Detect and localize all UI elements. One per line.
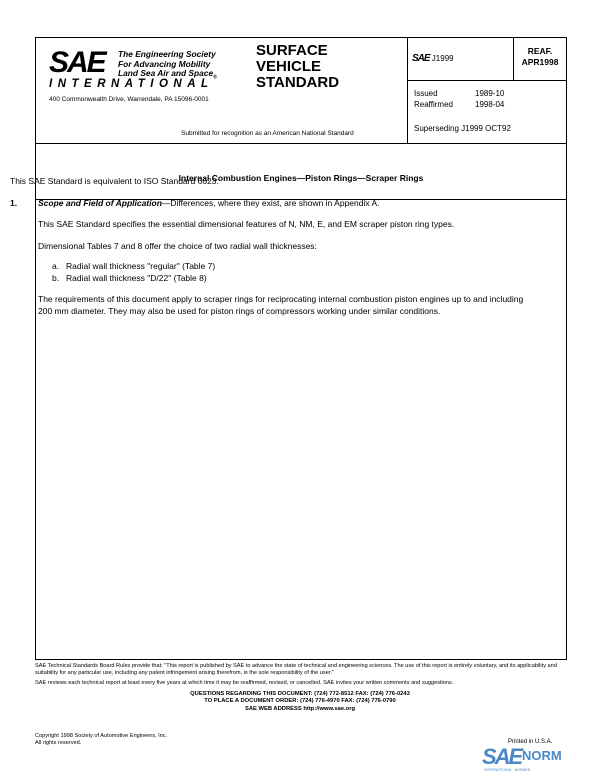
requirements-paragraph: The requirements of this document apply to scraper rings for reciprocating internal combustion piston engines up to and including 200 mm diameter. They may also be used for piston rings of compressors working under similar conditions.: [38, 294, 524, 316]
footer: [35, 663, 565, 713]
tagline-line3: Land Sea Air and Space$_®$: [118, 68, 217, 81]
reaffirmed-badge: REAF. APR1998: [521, 46, 559, 67]
copyright: Copyright 1998 Society of Automotive Engineers, Inc. All rights reserved.: [35, 733, 168, 747]
document-title: Internal Combustion Engines—Piston Rings—Scraper Rings: [178, 173, 424, 183]
superseding-note: Superseding J1999 OCT92: [414, 124, 511, 133]
international-wordmark: INTERNATIONAL: [49, 78, 214, 90]
list-item: b. Radial wall thickness "D/22" (Table 8): [52, 272, 207, 283]
sae-norm-logo: SAE NORM INTERNATIONAL · NORMEN: [482, 744, 562, 772]
scope-paragraph: This SAE Standard specifies the essential dimensional features of N, NM, E, and EM scraper piston ring types.: [38, 219, 455, 229]
section-1-heading: 1. Scope and Field of Application—Differences, where they exist, are shown in Appendix A.: [10, 197, 380, 208]
sae-logo-mark: SAE: [49, 46, 105, 79]
intro-paragraph: This SAE Standard is equivalent to ISO Standard 6623.: [10, 176, 219, 186]
header: [36, 38, 566, 144]
standard-type-title: SURFACE VEHICLE STANDARD: [256, 42, 340, 91]
body-text: [10, 176, 525, 317]
list-item: a. Radial wall thickness "regular" (Table 7): [52, 261, 216, 271]
tables-paragraph: Dimensional Tables 7 and 8 offer the choice of two radial wall thicknesses:: [38, 240, 317, 251]
tagline-line1: The Engineering Society: [118, 49, 216, 59]
tagline-line2: For Advancing Mobility: [118, 58, 211, 69]
submitted-note: Submitted for recognition as an American National Standard: [181, 130, 354, 137]
review-note: SAE reviews each technical report at least every five years at which time it may be reaffirmed, revised, or cancelled. SAE invites your written comments and suggestions.: [35, 680, 454, 687]
issue-dates: Issued 1989-10 Reaffirmed 1998-04: [414, 89, 505, 109]
printed-note: Printed in U.S.A.: [508, 739, 553, 745]
contact-info: QUESTIONS REGARDING THIS DOCUMENT: (724) 772-8512 FAX: (724) 776-0243 TO PLACE A DOCUMENT ORDER: (724) 776-4970 FAX: (724) 776-0790 SAE WEB ADDRESS http://www.sae.org: [190, 690, 410, 712]
document-number: SAE J1999: [412, 53, 454, 64]
standard-frame: [35, 37, 567, 660]
address: 400 Commonwealth Drive, Warrendale, PA 15096-0001: [49, 96, 209, 103]
policy-note: SAE Technical Standards Board Rules provide that: "This report is published by SAE to advance the state of technical and engineering sciences. The use of this report is entirely voluntary, and its applicability and suitability for any particular use, including any patent infringement arising therefrom, is the sole responsibility of the user.": [35, 663, 557, 677]
